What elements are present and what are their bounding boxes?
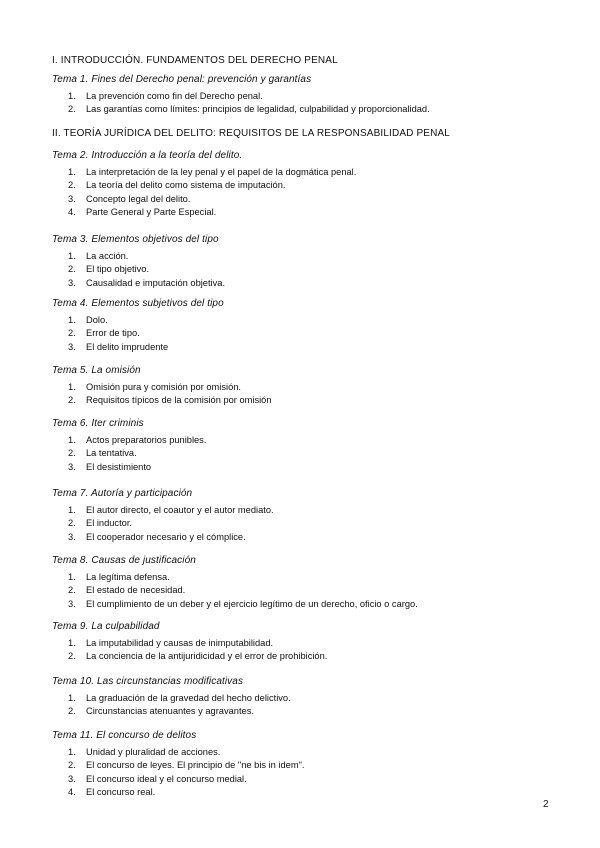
list-item-text: La legítima defensa. xyxy=(86,572,170,582)
section-heading: II. TEORÍA JURÍDICA DEL DELITO: REQUISITOS DE LA RESPONSABILIDAD PENAL xyxy=(52,128,451,139)
list-item-number: 1. xyxy=(68,91,76,101)
list-item-number: 2. xyxy=(68,328,76,339)
list-item-number: 2. xyxy=(68,760,76,771)
list-item-number: 3. xyxy=(68,598,76,609)
list-item-text: La imputabilidad y causas de inimputabilidad. xyxy=(86,638,274,648)
list-item xyxy=(68,693,291,703)
list-item-number: 1. xyxy=(68,382,76,392)
list-item-number: 1. xyxy=(68,693,76,703)
list-item xyxy=(68,747,220,757)
list-item xyxy=(68,651,327,661)
list-item-text: La prevención como fin del Derecho penal. xyxy=(86,91,263,101)
list-item-number: 3. xyxy=(68,531,76,542)
list-item xyxy=(68,435,206,445)
list-item xyxy=(68,167,356,177)
list-item-number: 2. xyxy=(68,180,76,191)
list-item-text: Actos preparatorios punibles. xyxy=(86,435,207,445)
list-item xyxy=(68,518,132,528)
list-item xyxy=(68,180,285,190)
list-item xyxy=(68,315,108,325)
list-item xyxy=(68,774,247,784)
list-item-text: Parte General y Parte Especial. xyxy=(86,206,217,217)
list-item xyxy=(68,585,185,595)
list-item-number: 1. xyxy=(68,167,76,177)
list-item-text: El inductor. xyxy=(86,518,132,529)
list-item-text: La graduación de la gravedad del hecho delictivo. xyxy=(86,693,291,703)
list-item xyxy=(68,599,418,609)
list-item-text: El cooperador necesario y el cómplice. xyxy=(86,531,246,542)
list-item-text: El concurso de leyes. El principio de "ne bis in idem". xyxy=(86,760,305,771)
tema-title: Tema 11. El concurso de delitos xyxy=(52,730,197,741)
list-item xyxy=(68,448,137,458)
tema-title: Tema 9. La culpabilidad xyxy=(52,621,160,632)
list-item-number: 1. xyxy=(68,435,76,445)
list-item-number: 3. xyxy=(68,277,76,288)
list-item-text: El autor directo, el coautor y el autor mediato. xyxy=(86,505,274,515)
list-item xyxy=(68,462,151,472)
tema-title: Tema 10. Las circunstancias modificativas xyxy=(52,676,244,687)
tema-title: Tema 7. Autoría y participación xyxy=(52,488,193,499)
tema-title: Tema 4. Elementos subjetivos del tipo xyxy=(52,298,224,309)
list-item xyxy=(68,264,149,274)
list-item-text: Circunstancias atenuantes y agravantes. xyxy=(86,706,254,717)
list-item-number: 1. xyxy=(68,505,76,515)
list-item-text: El tipo objetivo. xyxy=(86,264,150,275)
list-item-text: El concurso ideal y el concurso medial. xyxy=(86,773,247,784)
list-item xyxy=(68,382,241,392)
list-item-number: 2. xyxy=(68,264,76,275)
list-item-text: La conciencia de la antijuridicidad y el error de prohibición. xyxy=(86,651,328,662)
list-item-number: 1. xyxy=(68,251,76,261)
list-item-text: Requisitos típicos de la comisión por omisión xyxy=(86,395,272,406)
list-item-text: Dolo. xyxy=(86,315,108,325)
list-item-text: El estado de necesidad. xyxy=(86,585,186,596)
list-item xyxy=(68,760,304,770)
tema-title: Tema 5. La omisión xyxy=(52,365,141,376)
list-item-text: Causalidad e imputación objetiva. xyxy=(86,277,226,288)
list-item xyxy=(68,104,430,114)
list-item-number: 2. xyxy=(68,448,76,459)
list-item-number: 2. xyxy=(68,518,76,529)
list-item-text: Error de tipo. xyxy=(86,328,140,339)
list-item xyxy=(68,572,170,582)
list-item-number: 3. xyxy=(68,193,76,204)
list-item-number: 4. xyxy=(68,206,76,217)
tema-title: Tema 2. Introducción a la teoría del delito. xyxy=(52,150,243,161)
tema-title: Tema 6. Iter criminis xyxy=(52,418,144,429)
list-item-number: 2. xyxy=(68,104,76,115)
list-item-number: 1. xyxy=(68,747,76,757)
list-item-text: Las garantías como límites: principios de legalidad, culpabilidad y proporcionalidad. xyxy=(86,104,430,115)
list-item xyxy=(68,91,263,101)
list-item-text: El cumplimiento de un deber y el ejercicio legítimo de un derecho, oficio o cargo. xyxy=(86,598,418,609)
list-item-text: La tentativa. xyxy=(86,448,137,459)
list-item-text: El desistimiento xyxy=(86,461,152,472)
list-item xyxy=(68,251,128,261)
list-item xyxy=(68,638,273,648)
list-item-number: 2. xyxy=(68,706,76,717)
list-item xyxy=(68,787,155,797)
list-item-number: 1. xyxy=(68,638,76,648)
section-heading: I. INTRODUCCIÓN. FUNDAMENTOS DEL DERECHO PENAL xyxy=(52,55,338,66)
list-item-number: 2. xyxy=(68,395,76,406)
list-item xyxy=(68,278,225,288)
list-item-number: 4. xyxy=(68,786,76,797)
list-item-text: Omisión pura y comisión por omisión. xyxy=(86,382,242,392)
list-item-number: 1. xyxy=(68,315,76,325)
list-item-number: 2. xyxy=(68,585,76,596)
tema-title: Tema 1. Fines del Derecho penal: prevención y garantías xyxy=(52,74,312,85)
tema-title: Tema 3. Elementos objetivos del tipo xyxy=(52,234,219,245)
list-item-number: 3. xyxy=(68,461,76,472)
page-number: 2 xyxy=(543,799,549,810)
list-item-text: Concepto legal del delito. xyxy=(86,193,191,204)
list-item-text: El concurso real. xyxy=(86,786,156,797)
list-item xyxy=(68,706,254,716)
list-item xyxy=(68,532,246,542)
list-item-text: La teoría del delito como sistema de imputación. xyxy=(86,180,286,191)
list-item-text: Unidad y pluralidad de acciones. xyxy=(86,747,221,757)
list-item-text: La interpretación de la ley penal y el papel de la dogmática penal. xyxy=(86,167,357,177)
list-item-number: 3. xyxy=(68,773,76,784)
list-item-text: El delito imprudente xyxy=(86,341,169,352)
list-item-number: 2. xyxy=(68,651,76,662)
list-item xyxy=(68,342,168,352)
tema-title: Tema 8. Causas de justificación xyxy=(52,555,196,566)
list-item-number: 1. xyxy=(68,572,76,582)
list-item xyxy=(68,328,140,338)
list-item-number: 3. xyxy=(68,341,76,352)
list-item xyxy=(68,207,216,217)
list-item xyxy=(68,194,190,204)
list-item-text: La acción. xyxy=(86,251,129,261)
list-item xyxy=(68,505,274,515)
list-item xyxy=(68,395,272,405)
